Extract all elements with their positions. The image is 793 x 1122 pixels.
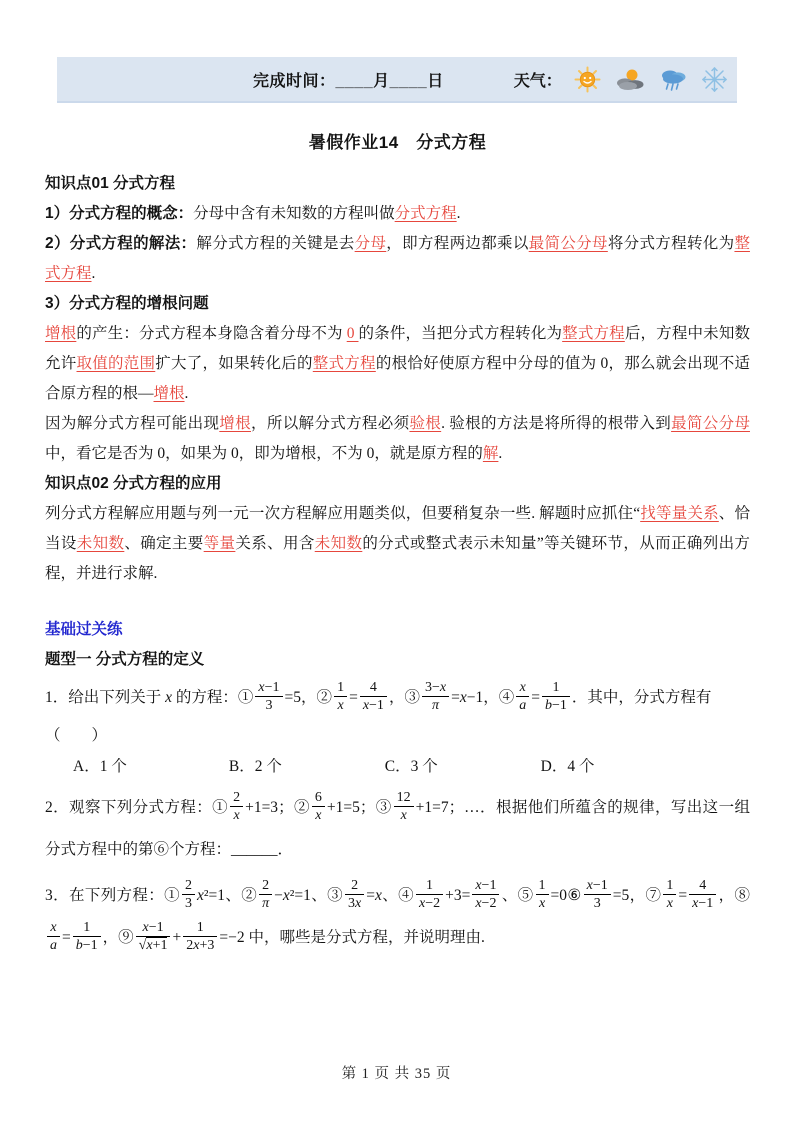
math-fraction: $\frac{6}{x}$	[312, 789, 325, 824]
question-1-options	[45, 751, 750, 783]
text-run: 、确定主要	[124, 535, 204, 552]
text-run: ，③	[388, 689, 420, 706]
text-run: 、②	[225, 887, 258, 904]
math-fraction: $\frac{x-1}{√x+1}$	[136, 919, 171, 954]
zenggen-heading: 3）分式方程的增根问题	[45, 295, 209, 312]
math-fraction: $\frac{1}{x}$	[663, 877, 676, 912]
text-run: ，④	[483, 689, 515, 706]
text-run: 后，方程中未知数允许	[45, 325, 750, 372]
math-text: +	[172, 929, 182, 946]
text-run: ，所以解分式方程必须	[251, 415, 410, 432]
page-title: 暑假作业14 分式方程	[308, 133, 487, 152]
math-text: −x²=1	[274, 887, 311, 904]
math-fraction: $\frac{1}{x}$	[334, 679, 347, 714]
highlight-red-text: 0	[346, 325, 359, 342]
text-run: ⑥	[567, 887, 582, 904]
concept-paragraph	[45, 199, 750, 229]
option-a: A．1 个	[73, 758, 127, 775]
bold-text-run: 2）分式方程的解法：	[45, 235, 197, 252]
practice-section-heading: 基础过关练	[45, 621, 123, 638]
kp01-heading: 知识点01 分式方程	[45, 175, 176, 192]
math-text: +1=7	[415, 799, 449, 816]
completion-time-label: 完成时间：____月____日	[253, 72, 444, 90]
text-run: 、⑤	[501, 887, 534, 904]
kp02-heading: 知识点02 分式方程的应用	[45, 475, 222, 492]
question-type-heading: 题型一 分式方程的定义	[45, 651, 205, 668]
text-run: 列分式方程解应用题与列一元一次方程解应用题类似，但要稍复杂一些. 解题时应抓住“	[45, 505, 641, 522]
math-fraction: $\frac{1}{b-1}$	[73, 919, 101, 954]
math-fraction: $\frac{2}{\pi}$	[259, 877, 272, 912]
page-footer: 第 1 页 共 35 页	[341, 1066, 452, 1082]
rain-cloud-icon	[659, 66, 687, 93]
text-run: .	[91, 265, 96, 282]
math-fraction: $\frac{1}{x}$	[536, 877, 549, 912]
text-run: 2．观察下列分式方程：①	[45, 799, 229, 816]
math-text: =5	[612, 887, 630, 904]
partly-cloudy-icon	[615, 66, 645, 93]
weather-icons	[574, 66, 728, 93]
highlight-red-text: 增根	[153, 385, 185, 402]
highlight-red-text: 取值的范围	[76, 355, 156, 372]
text-run: 中，哪些是分式方程，并说明理由.	[244, 929, 485, 946]
math-text: =x−1	[451, 689, 484, 706]
text-run: 、④	[381, 887, 414, 904]
text-run: ，⑧	[718, 887, 750, 904]
text-run: 的根恰好使原方程中分母的值为 0，那么就会出现不适合原方程的根—	[45, 355, 750, 402]
text-run: ；③	[359, 799, 392, 816]
text-run: 、③	[310, 887, 344, 904]
math-fraction: $\frac{2}{x}$	[230, 789, 243, 824]
text-run: .	[456, 205, 461, 222]
bold-text-run: 1）分式方程的概念：	[45, 205, 194, 222]
option-c: C．3 个	[384, 758, 438, 775]
text-run: 扩大了，如果转化后的	[155, 355, 313, 372]
math-fraction: $\frac{2}{3x}$	[345, 877, 364, 912]
text-run: 的方程：①	[172, 689, 254, 706]
math-text: =	[531, 689, 540, 706]
sun-icon	[574, 66, 601, 93]
application-paragraph	[45, 499, 750, 589]
math-text: =	[678, 887, 688, 904]
text-run: 的条件，当把分式方程转化为	[358, 325, 563, 342]
verification-paragraph	[45, 409, 750, 469]
highlight-red-text: 分母	[354, 235, 387, 252]
math-text: =	[62, 929, 71, 946]
highlight-red-text: 增根	[219, 415, 251, 432]
text-run: ；②	[278, 799, 310, 816]
math-fraction: $\frac{3-x}{\pi}$	[422, 679, 449, 714]
highlight-red-text: 找等量关系	[640, 505, 719, 522]
header-bar	[57, 57, 737, 103]
highlight-red-text: 最简公分母	[528, 235, 608, 252]
highlight-red-text: 解	[482, 445, 499, 462]
text-run: 分母中含有未知数的方程叫做	[193, 205, 395, 222]
highlight-red-text: 增根	[45, 325, 77, 342]
math-fraction: $\frac{2}{3}$	[182, 877, 195, 912]
highlight-red-text: 未知数	[76, 535, 125, 552]
math-fraction: $\frac{x-1}{3}$	[584, 877, 611, 912]
math-text: =	[349, 689, 358, 706]
text-run: .	[498, 445, 503, 462]
math-text: =5	[284, 689, 302, 706]
math-fraction: $\frac{x}{a}$	[47, 919, 60, 954]
math-text: +1=5	[326, 799, 360, 816]
text-run: ；…．根据他们所蕴含的规律，写出这一组分式方程中的第⑥个方程：______．	[45, 799, 750, 858]
highlight-red-text: 整式方程	[562, 325, 625, 342]
text-run: 1．给出下列关于	[45, 689, 166, 706]
document-content	[45, 130, 750, 959]
option-b: B．2 个	[228, 758, 282, 775]
text-run: 关系、用含	[235, 535, 315, 552]
math-fraction: $\frac{4}{x-1}$	[689, 877, 716, 912]
highlight-red-text: 等量	[203, 535, 236, 552]
math-text: x²=1	[197, 887, 226, 904]
math-text: =−2	[219, 929, 245, 946]
text-run: 、恰当设	[45, 505, 750, 552]
text-run: . 验根的方法是将所得的根带入到	[441, 415, 672, 432]
text-run: ，②	[301, 689, 333, 706]
math-text: x	[165, 689, 173, 706]
question-1	[45, 675, 750, 721]
question-3	[45, 875, 750, 959]
text-run: ，⑦	[629, 887, 662, 904]
math-fraction: $\frac{x-1}{3}$	[255, 679, 282, 714]
text-run: 3．在下列方程：①	[45, 887, 180, 904]
text-run: ，⑨	[102, 929, 134, 946]
highlight-red-text: 最简公分母	[671, 415, 750, 432]
math-fraction: $\frac{4}{x-1}$	[360, 679, 387, 714]
highlight-red-text: 验根	[409, 415, 442, 432]
math-text: =x	[366, 887, 382, 904]
highlight-red-text: 整式方程	[312, 355, 376, 372]
text-run: ，即方程两边都乘以	[386, 235, 529, 252]
text-run: 的分式或整式表示未知量”等关键环节，从而正确列出方程，并进行求解.	[45, 535, 750, 582]
text-run: 的产生：分式方程本身隐含着分母不为	[76, 325, 347, 342]
math-fraction: $\frac{1}{x-2}$	[416, 877, 443, 912]
highlight-red-text: 分式方程	[394, 205, 457, 222]
text-run: 中，看它是否为 0，如果为 0，即为增根，不为 0，就是原方程的	[45, 445, 483, 462]
zenggen-paragraph	[45, 319, 750, 409]
question-2	[45, 787, 750, 871]
math-fraction: $\frac{x-1}{x-2}$	[472, 877, 499, 912]
highlight-red-text: 整式方程	[45, 235, 750, 282]
text-run: 将分式方程转化为	[607, 235, 735, 252]
math-text: +1=3	[245, 799, 279, 816]
weather-label: 天气：	[513, 72, 562, 90]
math-text: +3=	[445, 887, 471, 904]
math-fraction: $\frac{1}{b-1}$	[542, 679, 570, 714]
math-fraction: $\frac{x}{a}$	[516, 679, 529, 714]
answer-bracket: （ ）	[45, 727, 108, 744]
math-fraction: $\frac{1}{2x+3}$	[183, 919, 217, 954]
highlight-red-text: 未知数	[314, 535, 363, 552]
text-run: ．其中，分式方程有	[571, 689, 712, 706]
method-paragraph	[45, 229, 750, 289]
snowflake-icon	[701, 66, 728, 93]
text-run: 因为解分式方程可能出现	[45, 415, 220, 432]
text-run: .	[184, 385, 189, 402]
option-d: D．4 个	[540, 758, 595, 775]
math-fraction: $\frac{12}{x}$	[394, 789, 414, 824]
text-run: 解分式方程的关键是去	[196, 235, 355, 252]
math-text: =0	[550, 887, 568, 904]
